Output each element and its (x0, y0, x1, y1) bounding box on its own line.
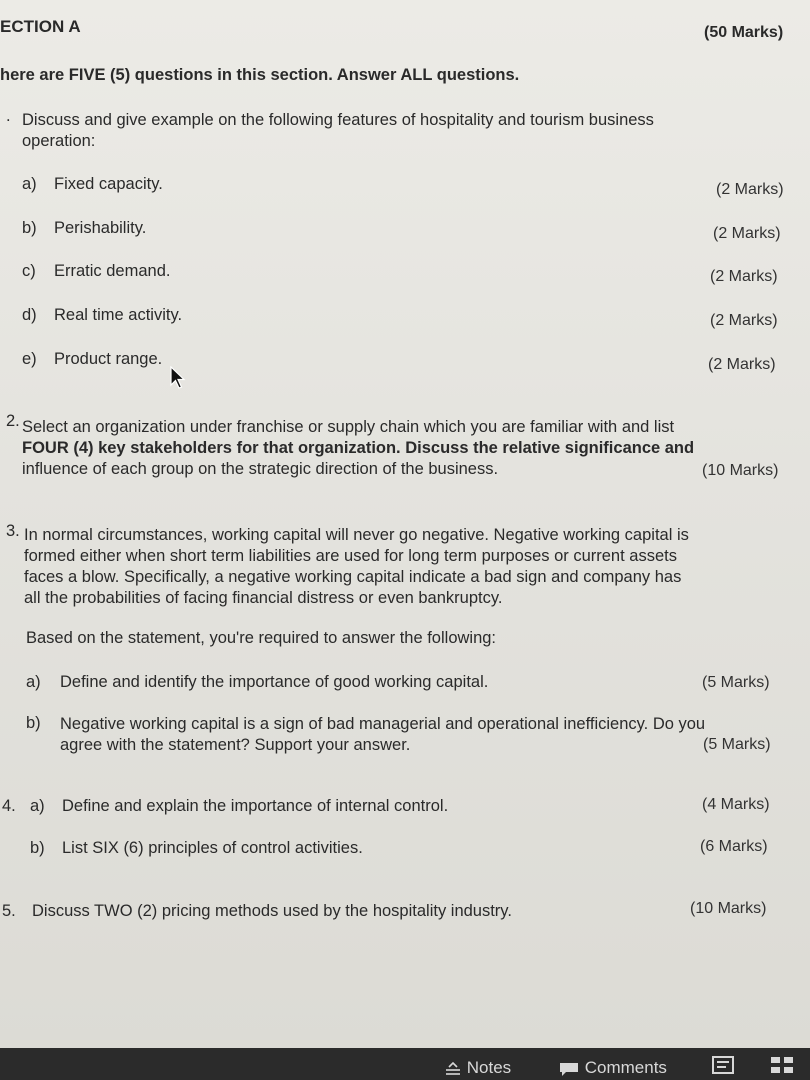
q3-line: all the probabilities of facing financial distress or even bankruptcy. (24, 589, 503, 607)
q1a-label: a) (22, 175, 37, 193)
notes-icon (444, 1062, 462, 1076)
q2-line: FOUR (4) key stakeholders for that organization. Discuss the relative significance and (22, 439, 695, 457)
q1-stem-line: operation: (22, 132, 96, 150)
q4b-marks: (6 Marks) (700, 838, 768, 855)
q1e-label: e) (22, 350, 37, 368)
q2-line: influence of each group on the strategic direction of the business. (22, 460, 499, 478)
q1c-text: Erratic demand. (54, 262, 171, 280)
q1a-marks: (2 Marks) (716, 181, 784, 198)
q4-number: 4. (2, 797, 16, 815)
q2-body (22, 417, 694, 480)
q3b-line: agree with the statement? Support your answer. (60, 736, 411, 754)
q3-line: faces a blow. Specifically, a negative working capital indicate a bad sign and company has (24, 568, 682, 586)
q2-marks: (10 Marks) (702, 462, 779, 479)
q1b-marks: (2 Marks) (713, 225, 781, 242)
q3-number: 3. (6, 522, 20, 540)
q4a-label: a) (30, 797, 45, 815)
normal-view-icon (712, 1056, 734, 1074)
q1c-marks: (2 Marks) (710, 268, 778, 285)
q1b-label: b) (22, 219, 37, 237)
q5-text: Discuss TWO (2) pricing methods used by the hospitality industry. (32, 902, 512, 920)
q1d-marks: (2 Marks) (710, 312, 778, 329)
q1c-label: c) (22, 262, 36, 280)
q1e-marks: (2 Marks) (708, 356, 776, 373)
q3b-label: b) (26, 714, 41, 732)
q1-number: . (6, 107, 11, 125)
q5-marks: (10 Marks) (690, 900, 767, 917)
q4b-text: List SIX (6) principles of control activities. (62, 839, 363, 857)
comment-icon (558, 1061, 580, 1077)
mouse-pointer-icon (170, 366, 186, 390)
q3-prompt: Based on the statement, you're required to answer the following: (26, 629, 497, 647)
section-title: ECTION A (0, 17, 81, 36)
q3-line: In normal circumstances, working capital will never go negative. Negative working capital is (24, 526, 689, 544)
q1-stem (22, 110, 654, 152)
q2-line: Select an organization under franchise or supply chain which you are familiar with and list (22, 418, 675, 436)
q3-body (24, 525, 689, 609)
q1d-label: d) (22, 306, 37, 324)
q2-number: 2. (6, 412, 20, 430)
normal-view-button[interactable] (712, 1056, 734, 1079)
q3a-marks: (5 Marks) (702, 674, 770, 691)
q4b-label: b) (30, 839, 45, 857)
notes-button[interactable] (444, 1058, 511, 1078)
instruction: here are FIVE (5) questions in this section. Answer ALL questions. (0, 66, 520, 84)
q1e-text: Product range. (54, 350, 163, 368)
q5-number: 5. (2, 902, 16, 920)
grid-view-icon (770, 1056, 794, 1074)
comments-button[interactable] (558, 1058, 667, 1078)
q4a-text: Define and explain the importance of internal control. (62, 797, 449, 815)
q3b-body (60, 714, 705, 756)
q3b-marks: (5 Marks) (703, 736, 771, 753)
q1-stem-line: Discuss and give example on the following features of hospitality and tourism business (22, 111, 654, 129)
comments-label: Comments (584, 1058, 667, 1077)
q3b-line: Negative working capital is a sign of bad managerial and operational inefficiency. Do you (60, 715, 706, 733)
q3a-label: a) (26, 673, 41, 691)
q1a-text: Fixed capacity. (54, 175, 163, 193)
q4a-marks: (4 Marks) (702, 796, 770, 813)
q3a-text: Define and identify the importance of good working capital. (60, 673, 489, 691)
q1b-text: Perishability. (54, 219, 147, 237)
slide-sorter-button[interactable] (770, 1056, 794, 1079)
bottom-toolbar (0, 1048, 810, 1080)
q1d-text: Real time activity. (54, 306, 183, 324)
notes-label: Notes (466, 1058, 512, 1077)
section-marks: (50 Marks) (704, 24, 784, 41)
q3-line: formed either when short term liabilities are used for long term purposes or current assets (24, 547, 677, 565)
